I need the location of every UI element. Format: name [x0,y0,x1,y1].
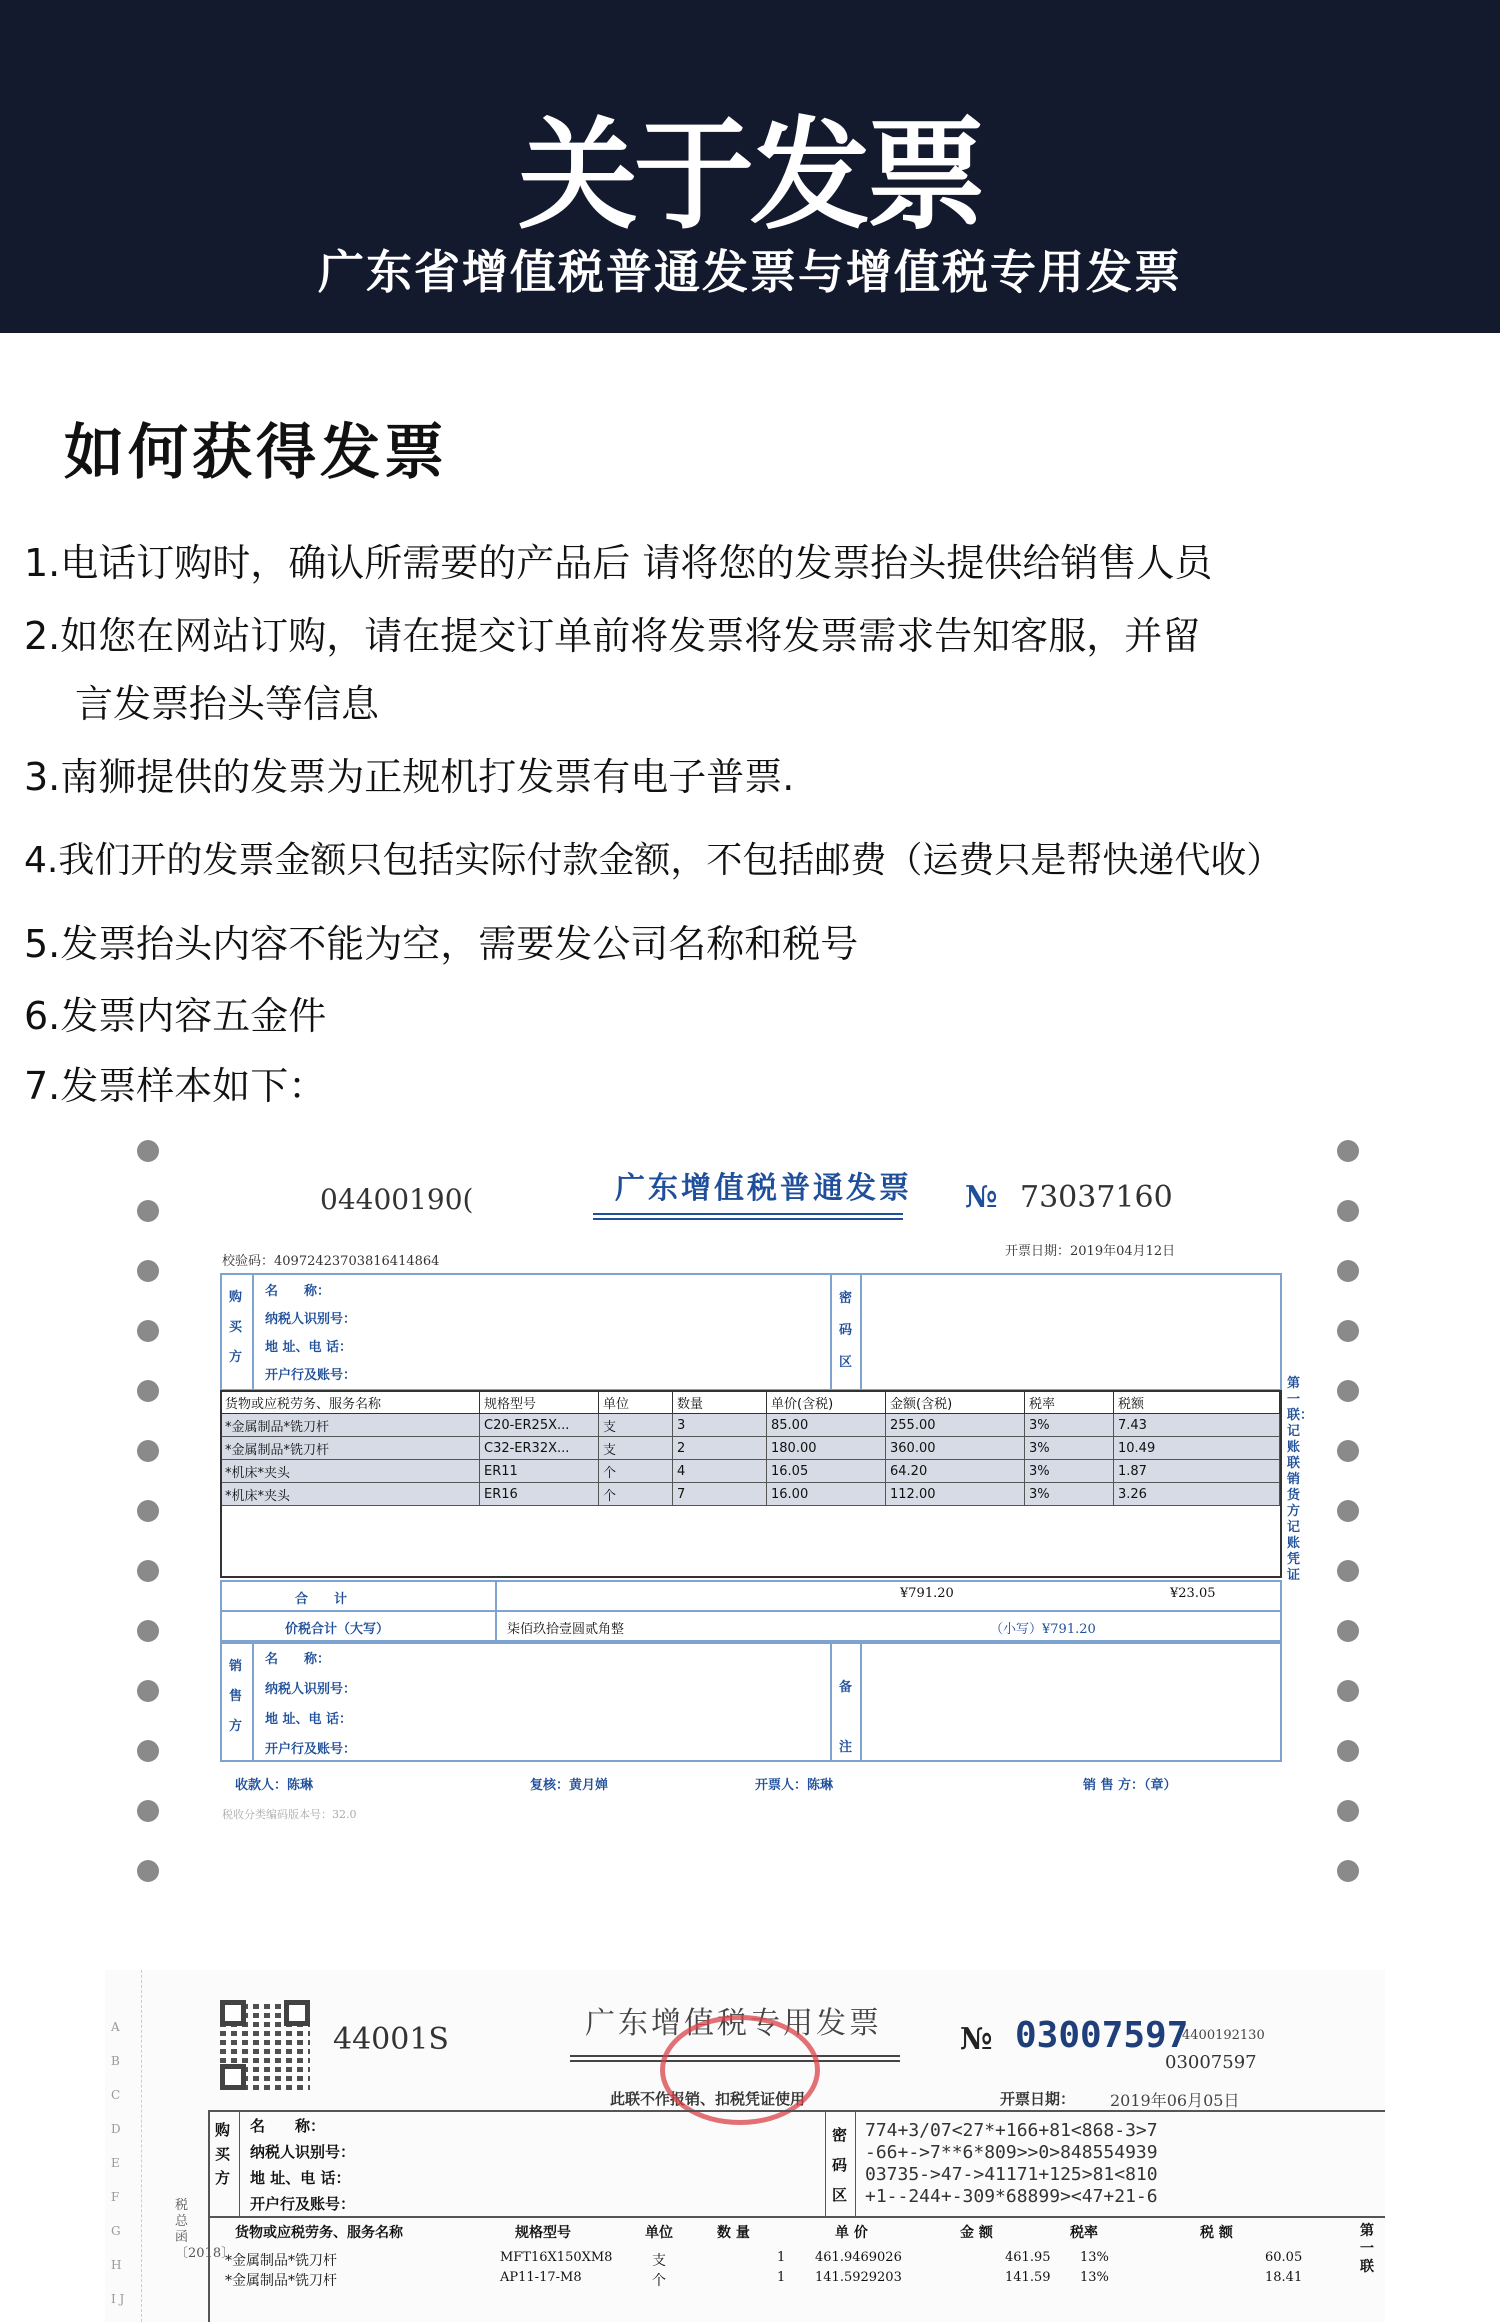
banner-subtitle: 广东省增值税普通发票与增值税专用发票 [318,245,1182,299]
cell: MFT16X150XM8 [500,2250,613,2265]
total-label: 合 计 [295,1592,348,1607]
col-header: 单价(含税) [767,1391,886,1414]
divider [220,1610,1282,1612]
cell: 18.41 [1265,2270,1303,2285]
cell: 16.05 [767,1460,886,1483]
punch-hole [1337,1740,1359,1762]
col-header: 单 价 [835,2225,868,2241]
col-header: 税率 [1025,1391,1114,1414]
punch-hole [137,1740,159,1762]
punch-hole [1337,1440,1359,1462]
cell: 个 [599,1460,673,1483]
punch-hole [137,1260,159,1282]
cell: *金属制品*铣刀杆 [225,2273,337,2289]
punch-hole [137,1620,159,1642]
seller-sign: 销 售 方：（章） [1083,1778,1177,1793]
cell: AP11-17-M8 [500,2270,582,2285]
cell: C32-ER32X... [480,1437,599,1460]
cipher-area-label: 密码区 [832,2126,848,2204]
date-label: 开票日期： [1000,2090,1076,2108]
punch-hole [137,1200,159,1222]
cell: 7.43 [1114,1414,1280,1437]
cell: 60.05 [1265,2250,1303,2265]
punch-hole [1337,1200,1359,1222]
seller-address-label: 地 址、电 话： [265,1712,353,1727]
capital-value: 柒佰玖拾壹圆贰角整 [507,1622,625,1637]
cell: 个 [599,1483,673,1506]
drawer: 开票人：陈琳 [755,1778,834,1793]
cell: 13% [1080,2270,1109,2285]
payee: 收款人：陈琳 [235,1778,314,1793]
cell: *金属制品*铣刀杆 [221,1414,480,1437]
buyer-side-label: 购买方 [229,1290,243,1365]
cell: 112.00 [886,1483,1025,1506]
col-header: 货物或应税劳务、服务名称 [235,2225,403,2241]
step-2-cont: 言发票抬头等信息 [75,682,380,726]
cell: 1 [777,2250,786,2265]
title-underline [593,1213,903,1220]
buyer-name-label: 名 称： [250,2117,326,2135]
punch-hole [137,1560,159,1582]
buyer-bank-label: 开户行及账号： [265,1368,357,1383]
buyer-box [208,2110,1385,2218]
divider [830,1273,832,1391]
invoice-code: 04400190( [320,1183,474,1216]
col-header: 数 量 [717,2225,750,2241]
punch-hole [137,1680,159,1702]
col-header: 单位 [645,2225,673,2241]
punch-hole [1337,1260,1359,1282]
section-heading: 如何获得发票 [64,418,448,488]
punch-hole [1337,1500,1359,1522]
qr-code-icon [220,2000,310,2090]
punch-hole [137,1440,159,1462]
left-letters: A B C D E F G H I J [111,2020,125,2306]
punch-hole [1337,1860,1359,1882]
punch-hole [1337,1680,1359,1702]
buyer-taxid-label: 纳税人识别号： [250,2143,356,2161]
cell: 10.49 [1114,1437,1280,1460]
col-header: 税额 [1114,1391,1280,1414]
step-5: 5.发票抬头内容不能为空，需要发公司名称和税号 [24,922,859,966]
small-amount: （小写）¥791.20 [990,1622,1096,1637]
cell: 2 [673,1437,767,1460]
cell: 3 [673,1414,767,1437]
invoice-title: 广东增值税普通发票 [615,1171,912,1206]
cell: 141.59 [1005,2270,1051,2285]
step-2: 2.如您在网站订购，请在提交订单前将发票将发票需求告知客服，并留 [24,614,1201,658]
cell: *机床*夹头 [221,1460,480,1483]
step-6: 6.发票内容五金件 [24,994,327,1038]
punch-hole [137,1500,159,1522]
cell: ER16 [480,1483,599,1506]
punch-hole [1337,1560,1359,1582]
cipher-line: +1--244+-309*68899><47+21-6 [865,2186,1158,2207]
col-header: 金额(含税) [886,1391,1025,1414]
col-header: 单位 [599,1391,673,1414]
cell: 3% [1025,1414,1114,1437]
date-value: 2019年06月05日 [1110,2091,1240,2110]
cell: 3% [1025,1437,1114,1460]
buyer-side-label: 购买方 [215,2121,231,2187]
divider [252,1642,254,1762]
seller-box [220,1642,1282,1762]
seal-stamp [660,2015,820,2125]
col-header: 数量 [673,1391,767,1414]
col-header: 税率 [1070,2225,1098,2241]
cell: 180.00 [767,1437,886,1460]
cipher-area-label: 密码区 [839,1291,853,1370]
number-label: № [960,2022,993,2057]
col-header: 规格型号 [480,1391,599,1414]
seller-name-label: 名 称： [265,1652,331,1667]
buyer-address-label: 地 址、电 话： [265,1340,353,1355]
punch-hole [137,1800,159,1822]
punch-hole [137,1320,159,1342]
invoice-sample-general [95,1118,1405,1893]
capital-label: 价税合计（大写） [285,1622,390,1637]
cell: 支 [599,1437,673,1460]
remark-label: 备注 [839,1680,853,1755]
invoice-date: 开票日期：2019年04月12日 [1005,1244,1176,1259]
cell: 7 [673,1483,767,1506]
col-header: 税 额 [1200,2225,1233,2241]
seller-taxid-label: 纳税人识别号： [265,1682,357,1697]
cell: 16.00 [767,1483,886,1506]
buyer-bank-label: 开户行及账号： [250,2195,356,2213]
cell: 360.00 [886,1437,1025,1460]
cell: 461.9469026 [815,2250,902,2265]
punch-hole [1337,1380,1359,1402]
buyer-name-label: 名 称： [265,1284,331,1299]
cell: 个 [652,2273,666,2289]
code-small: 4400192130 [1182,2028,1265,2043]
reviewer: 复核：黄月婵 [530,1778,609,1793]
total-tax: ¥23.05 [1170,1586,1216,1601]
left-note: 税总函〔2018〕 [175,2198,235,2261]
number-label: № [965,1180,998,1215]
cell: 支 [599,1414,673,1437]
cell: 461.95 [1005,2250,1051,2265]
invoice-sample-special [105,1970,1385,2322]
number-small: 03007597 [1165,2052,1257,2073]
col-header: 规格型号 [515,2225,571,2241]
cell: 3% [1025,1460,1114,1483]
invoice-subtitle: 此联不作报销、扣税凭证使用 [610,2090,806,2108]
punch-hole [1337,1620,1359,1642]
divider [860,1642,862,1762]
punch-hole [1337,1320,1359,1342]
cell: 3% [1025,1483,1114,1506]
cell: ER11 [480,1460,599,1483]
cell: 4 [673,1460,767,1483]
invoice-number: 03007597 [1015,2015,1189,2056]
cell: 3.26 [1114,1483,1280,1506]
punch-hole [1337,1800,1359,1822]
items-frame [220,1390,1282,1578]
cell: 64.20 [886,1460,1025,1483]
cipher-line: 03735->47->41171+125>81<810 [865,2164,1158,2185]
cell: 1.87 [1114,1460,1280,1483]
divider [239,2110,240,2218]
cell: 85.00 [767,1414,886,1437]
step-3: 3.南狮提供的发票为正规机打发票有电子普票. [24,755,795,799]
cell: 141.5929203 [815,2270,902,2285]
cipher-line: 774+3/07<27*+166+81<868-3>7 [865,2120,1158,2141]
seller-bank-label: 开户行及账号： [265,1742,357,1757]
cell: *金属制品*铣刀杆 [221,1437,480,1460]
step-1: 1.电话订购时，确认所需要的产品后 请将您的发票抬头提供给销售人员 [24,541,1213,585]
cell: 支 [652,2253,666,2269]
divider [252,1273,254,1391]
cell: 255.00 [886,1414,1025,1437]
cipher-line: -66+->7**6*809>>0>848554939 [865,2142,1158,2163]
cell: 13% [1080,2250,1109,2265]
punch-hole [137,1140,159,1162]
total-amount: ¥791.20 [900,1586,954,1601]
punch-hole [1337,1140,1359,1162]
banner-title: 关于发票 [518,107,982,246]
buyer-taxid-label: 纳税人识别号： [265,1312,357,1327]
invoice-title: 广东增值税专用发票 [585,2006,882,2041]
cell: *金属制品*铣刀杆 [225,2253,337,2269]
cell: C20-ER25X... [480,1414,599,1437]
check-code: 校验码：40972423703816414864 [222,1254,440,1269]
punch-hole [137,1860,159,1882]
buyer-address-label: 地 址、电 话： [250,2169,351,2187]
seller-side-label: 销售方 [229,1659,243,1734]
col-header: 货物或应税劳务、服务名称 [221,1391,480,1414]
col-header: 金 额 [960,2225,993,2241]
step-7: 7.发票样本如下： [24,1064,327,1108]
divider [855,2110,856,2218]
buyer-box [220,1273,1282,1391]
side-note: 第一联：记账联 销货方记账凭证 [1287,1376,1314,1583]
divider [830,1642,832,1762]
divider [860,1273,862,1391]
copy-mark: 第一联 [1360,2223,1374,2275]
cell: *机床*夹头 [221,1483,480,1506]
divider [495,1580,497,1642]
punch-hole [137,1380,159,1402]
footer-code: 税收分类编码版本号：32.0 [222,1808,357,1821]
step-4: 4.我们开的发票金额只包括实际付款金额，不包括邮费（运费只是帮快递代收） [24,840,1283,881]
divider [825,2110,826,2218]
invoice-number: 73037160 [1020,1180,1173,1215]
cell: 1 [777,2270,786,2285]
header-banner [0,0,1500,333]
invoice-code: 44001S [333,2022,449,2057]
